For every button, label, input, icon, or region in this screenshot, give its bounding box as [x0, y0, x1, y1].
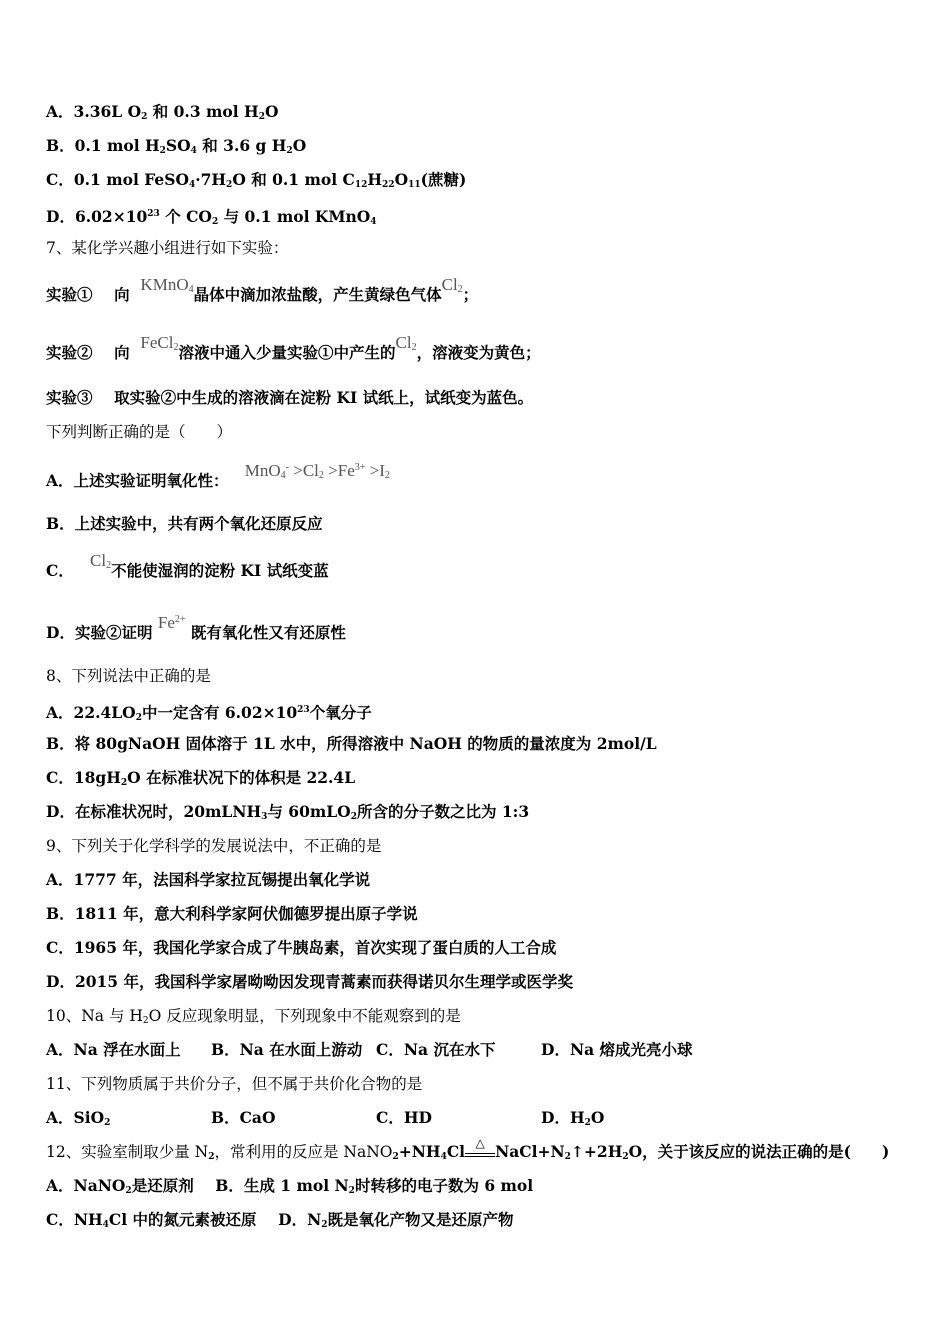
q8-option-b: B．将 80gNaOH 固体溶于 1L 水中，所得溶液中 NaOH 的物质的量浓度为 2mol/L: [46, 734, 657, 753]
q6-option-d: D．$6.02\times 10^{23}$ 个 $CO_2$ 与 0.1 mol KMnO$_4$: [46, 207, 377, 227]
q10-option-a: A．Na 浮在水面上: [46, 1040, 181, 1059]
q12-options-cd: [46, 1210, 514, 1235]
q12-option-b: B．生成 1 mol $N_2$时转移的电子数为 6 mol: [215, 1176, 534, 1196]
q6-option-c: C．0.1 mol $FeSO_4\cdot 7H_2O$ 和 0.1 mol $C_{12}H_{22}O_{11}$(蔗糖): [46, 170, 467, 190]
q10-option-d: D．Na 熔成光亮小球: [541, 1040, 693, 1059]
q9-stem: 9、下列关于化学科学的发展说法中，不正确的是: [46, 837, 382, 855]
q9-option-a: A．1777 年，法国科学家拉瓦锡提出氧化学说: [46, 870, 371, 889]
q10-option-b: B．Na 在水面上游动: [211, 1040, 363, 1059]
q11-option-c: C．HD: [376, 1108, 432, 1127]
q10-option-c: C．Na 沉在水下: [376, 1040, 496, 1059]
q11-option-a: A．SiO$_2$: [46, 1108, 111, 1128]
q12-option-d: D．$N_2$既是氧化产物又是还原产物: [278, 1210, 514, 1230]
q8-stem: 8、下列说法中正确的是: [46, 667, 211, 685]
q8-option-c: C．$18gH_2O$ 在标准状况下的体积是 22.4L: [46, 768, 356, 788]
q11-option-d: D．$H_2O$: [541, 1108, 605, 1128]
q7-experiment-2: 实验② 向 FeCl$_2$溶液中通入少量实验①中产生的$Cl_2$，溶液变为黄色；: [46, 333, 541, 362]
q6-option-b: B．0.1 mol $H_2SO_4$ 和 3.6 g $H_2O$: [46, 136, 307, 156]
q7-option-b: B．上述实验中，共有两个氧化还原反应: [46, 514, 323, 533]
q7-option-c: C． $Cl_2$不能使湿润的淀粉 KI 试纸变蓝: [46, 551, 329, 580]
heat-condition-arrow: △: [465, 1145, 495, 1157]
q6-option-a: A．3.36L $O_2$ 和 0.3 mol $H_2O$: [46, 102, 279, 122]
q9-option-c: C．1965 年，我国化学家合成了牛胰岛素，首次实现了蛋白质的人工合成: [46, 938, 557, 957]
q7-question: 下列判断正确的是（ ）: [46, 423, 233, 441]
q12-option-a: A．NaNO$_2$是还原剂: [46, 1176, 194, 1196]
q9-option-d: D．2015 年，我国科学家屠呦呦因发现青蒿素而获得诺贝尔生理学或医学奖: [46, 972, 573, 991]
q7-stem: 7、某化学兴趣小组进行如下实验：: [46, 239, 289, 257]
q7-option-a: A．上述实验证明氧化性： $MnO_4^- >Cl_2 >Fe^{3+} >I_2$: [46, 461, 390, 490]
q10-stem: 10、Na 与 $H_2O$ 反应现象明显，下列现象中不能观察到的是: [46, 1007, 461, 1026]
q7-experiment-3: 实验③ 取实验②中生成的溶液滴在淀粉 KI 试纸上，试纸变为蓝色。: [46, 388, 534, 407]
q7-option-d: D．实验②证明 $Fe^{2+}$ 既有氧化性又有还原性: [46, 613, 346, 642]
q11-option-b: B．CaO: [211, 1108, 276, 1127]
q8-option-a: A．$22.4LO_2$中一定含有 $6.02\times 10^{23}$个氧分子: [46, 703, 372, 723]
q12-option-c: C．$NH_4Cl$ 中的氮元素被还原: [46, 1210, 257, 1230]
q7-experiment-1: 实验① 向 KMnO$_4$晶体中滴加浓盐酸，产生黄绿色气体$Cl_2$；: [46, 275, 479, 304]
q11-stem: 11、下列物质属于共价分子，但不属于共价化合物的是: [46, 1075, 423, 1093]
q8-option-d: D．在标准状况时，20mLNH$_3$与 60mLO$_2$所含的分子数之比为 1:3: [46, 802, 530, 822]
q12-options-ab: [46, 1176, 533, 1201]
q9-option-b: B．1811 年，意大利科学家阿伏伽德罗提出原子学说: [46, 904, 418, 923]
q12-stem: 12、实验室制取少量 $N_2$，常利用的反应是 $NaNO_2+NH_4Cl$ △ $NaCl+N_2↑+2H_2O$，关于该反应的说法正确的是( ): [46, 1136, 890, 1162]
